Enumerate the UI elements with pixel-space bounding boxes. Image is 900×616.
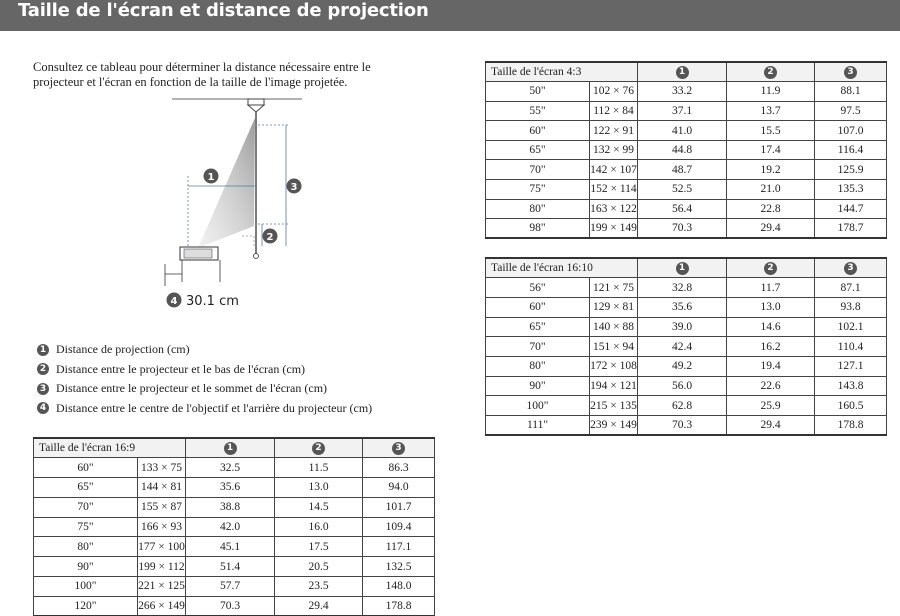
dimension-cell: 194 × 121: [590, 376, 638, 396]
projection-diagram: [160, 96, 350, 326]
column-header: [275, 438, 363, 458]
badge-4-icon: 4: [37, 402, 49, 414]
diagonal-cell: 55": [486, 101, 590, 121]
badge-1: [204, 169, 219, 184]
diagonal-cell: 90": [486, 376, 590, 396]
distance-cell: 13.0: [727, 297, 815, 317]
dimension-cell: 239 × 149: [590, 416, 638, 436]
distance-cell: 117.1: [363, 537, 435, 557]
diagonal-cell: 80": [486, 356, 590, 376]
table-row: [486, 160, 887, 180]
distance-cell: 14.6: [727, 317, 815, 337]
diagonal-cell: 60": [486, 121, 590, 141]
distance-cell: 70.3: [638, 219, 727, 239]
distance-cell: 35.6: [186, 478, 275, 498]
dimension-cell: 215 × 135: [590, 396, 638, 416]
table-row: [34, 458, 435, 478]
distance-cell: 16.2: [727, 337, 815, 357]
distance-cell: 132.5: [363, 557, 435, 577]
dimension-cell: 199 × 112: [138, 557, 186, 577]
svg-text:4: 4: [170, 296, 178, 307]
distance-cell: 87.1: [815, 278, 887, 298]
badge-1-icon: 1: [676, 262, 689, 275]
distance-cell: 20.5: [275, 557, 363, 577]
table-row: [34, 497, 435, 517]
table-row: [34, 517, 435, 537]
dimension-cell: 122 × 91: [590, 121, 638, 141]
distance-cell: 23.5: [275, 577, 363, 597]
distance-cell: 39.0: [638, 317, 727, 337]
badge-3-icon: 3: [844, 66, 857, 79]
table-row: [34, 478, 435, 498]
diagonal-cell: 80": [34, 537, 138, 557]
distance-cell: 35.6: [638, 297, 727, 317]
diagonal-cell: 70": [486, 337, 590, 357]
diagonal-cell: 111": [486, 416, 590, 436]
diagonal-cell: 100": [34, 577, 138, 597]
distance-cell: 38.8: [186, 497, 275, 517]
distance-cell: 94.0: [363, 478, 435, 498]
badge-3-icon: 3: [392, 442, 405, 455]
diagonal-cell: 100": [486, 396, 590, 416]
distance-cell: 17.5: [275, 537, 363, 557]
badge-3-icon: 3: [37, 383, 49, 395]
dimension-cell: 112 × 84: [590, 101, 638, 121]
dimension-cell: 155 × 87: [138, 497, 186, 517]
legend-item: [37, 360, 372, 380]
distance-cell: 178.8: [363, 596, 435, 616]
distance-cell: 70.3: [186, 596, 275, 616]
table-row: [34, 557, 435, 577]
distance-cell: 135.3: [815, 180, 887, 200]
distance-cell: 44.8: [638, 140, 727, 160]
diagonal-cell: 56": [486, 278, 590, 298]
diagonal-cell: 75": [34, 517, 138, 537]
distance-cell: 13.7: [727, 101, 815, 121]
diagonal-cell: 75": [486, 180, 590, 200]
distance-cell: 109.4: [363, 517, 435, 537]
svg-text:2: 2: [266, 232, 274, 243]
distance-cell: 52.5: [638, 180, 727, 200]
dimension-cell: 152 × 114: [590, 180, 638, 200]
diagonal-cell: 50": [486, 82, 590, 102]
column-header: [815, 258, 887, 278]
distance-cell: 57.7: [186, 577, 275, 597]
title-bar: [0, 0, 900, 31]
badge-2-icon: 2: [312, 442, 325, 455]
distance-cell: 127.1: [815, 356, 887, 376]
legend-text: Distance de projection (cm): [56, 342, 190, 357]
distance-cell: 51.4: [186, 557, 275, 577]
diagonal-cell: 60": [34, 458, 138, 478]
distance-cell: 88.1: [815, 82, 887, 102]
light-beam: [198, 118, 255, 248]
distance-cell: 56.4: [638, 199, 727, 219]
column-header: [638, 258, 727, 278]
legend-item: [37, 340, 372, 360]
table-row: [486, 416, 887, 436]
distance-cell: 49.2: [638, 356, 727, 376]
table-row: [486, 219, 887, 239]
table-row: [486, 297, 887, 317]
distance-cell: 33.2: [638, 82, 727, 102]
badge-3: [287, 179, 302, 194]
distance-cell: 62.8: [638, 396, 727, 416]
dimension-cell: 132 × 99: [590, 140, 638, 160]
distance-cell: 21.0: [727, 180, 815, 200]
badge-3-icon: 3: [844, 262, 857, 275]
legend-item: [37, 399, 372, 419]
column-header: [727, 62, 815, 82]
dimension-cell: 166 × 93: [138, 517, 186, 537]
distance-cell: 11.9: [727, 82, 815, 102]
distance-cell: 116.4: [815, 140, 887, 160]
badge-1-icon: 1: [676, 66, 689, 79]
diagonal-cell: 70": [34, 497, 138, 517]
legend-text: Distance entre le projecteur et le sommet de l'écran (cm): [56, 381, 328, 396]
distance-cell: 42.0: [186, 517, 275, 537]
distance-cell: 32.5: [186, 458, 275, 478]
table-row: [486, 356, 887, 376]
distance-cell: 160.5: [815, 396, 887, 416]
distance-cell: 29.4: [727, 416, 815, 436]
distance-cell: 93.8: [815, 297, 887, 317]
table-row: [486, 121, 887, 141]
distance-cell: 19.2: [727, 160, 815, 180]
distance-cell: 97.5: [815, 101, 887, 121]
dimension-cell: 144 × 81: [138, 478, 186, 498]
table-header-row: [486, 62, 887, 82]
column-header: [186, 438, 275, 458]
dimension-cell: 133 × 75: [138, 458, 186, 478]
dimension-cell: 102 × 76: [590, 82, 638, 102]
table-row: [486, 199, 887, 219]
distance-cell: 110.4: [815, 337, 887, 357]
diagonal-cell: 98": [486, 219, 590, 239]
distance-cell: 15.5: [727, 121, 815, 141]
table-row: [486, 101, 887, 121]
distance-cell: 178.8: [815, 416, 887, 436]
table-row: [486, 396, 887, 416]
intro-text: Consultez ce tableau pour déterminer la distance nécessaire entre le projecteur et l'écran en fonction de la taille de l'image projetée.: [33, 60, 371, 89]
svg-text:3: 3: [290, 182, 298, 193]
diagonal-cell: 70": [486, 160, 590, 180]
table-header: Taille de l'écran 4:3: [486, 62, 638, 82]
distance-cell: 29.4: [275, 596, 363, 616]
svg-text:1: 1: [207, 172, 215, 183]
distance-cell: 148.0: [363, 577, 435, 597]
distance-cell: 143.8: [815, 376, 887, 396]
table-row: [34, 577, 435, 597]
table-header-row: [34, 438, 435, 458]
distance-cell: 29.4: [727, 219, 815, 239]
distance-cell: 14.5: [275, 497, 363, 517]
page-title: Taille de l'écran et distance de projection: [18, 0, 429, 21]
badge-2: [263, 229, 278, 244]
distance-cell: 70.3: [638, 416, 727, 436]
distance-cell: 86.3: [363, 458, 435, 478]
dimension-cell: 177 × 100: [138, 537, 186, 557]
distance-cell: 42.4: [638, 337, 727, 357]
ceiling-mount: [248, 99, 264, 105]
table-row: [486, 337, 887, 357]
distance-cell: 144.7: [815, 199, 887, 219]
table-row: [486, 82, 887, 102]
column-header: [727, 258, 815, 278]
legend-text: Distance entre le projecteur et le bas de l'écran (cm): [56, 361, 306, 376]
badge-1-icon: 1: [224, 442, 237, 455]
distance-cell: 13.0: [275, 478, 363, 498]
dimension-cell: 129 × 81: [590, 297, 638, 317]
distance-cell: 22.8: [727, 199, 815, 219]
distance-cell: 32.8: [638, 278, 727, 298]
distance-cell: 45.1: [186, 537, 275, 557]
distance-cell: 16.0: [275, 517, 363, 537]
distance-cell: 37.1: [638, 101, 727, 121]
dimension-cell: 142 × 107: [590, 160, 638, 180]
dimension-cell: 163 × 122: [590, 199, 638, 219]
table-header-row: [486, 258, 887, 278]
dimension-cell: 199 × 149: [590, 219, 638, 239]
legend-item: [37, 379, 372, 399]
distance-cell: 125.9: [815, 160, 887, 180]
table-header: Taille de l'écran 16:9: [34, 438, 186, 458]
measurement-label: 30.1 cm: [186, 294, 239, 309]
table-4-3: [485, 61, 887, 239]
badge-2-icon: 2: [37, 363, 49, 375]
table-16-10: [485, 257, 887, 436]
dimension-cell: 140 × 88: [590, 317, 638, 337]
distance-cell: 22.6: [727, 376, 815, 396]
diagonal-cell: 120": [34, 596, 138, 616]
table-row: [34, 537, 435, 557]
column-header: [363, 438, 435, 458]
dimension-cell: 151 × 94: [590, 337, 638, 357]
table-header: Taille de l'écran 16:10: [486, 258, 638, 278]
diagonal-cell: 65": [34, 478, 138, 498]
distance-cell: 178.7: [815, 219, 887, 239]
distance-cell: 11.5: [275, 458, 363, 478]
diagonal-cell: 80": [486, 199, 590, 219]
distance-cell: 107.0: [815, 121, 887, 141]
diagonal-cell: 60": [486, 297, 590, 317]
diagonal-cell: 65": [486, 140, 590, 160]
distance-cell: 48.7: [638, 160, 727, 180]
distance-cell: 102.1: [815, 317, 887, 337]
distance-cell: 25.9: [727, 396, 815, 416]
distance-cell: 11.7: [727, 278, 815, 298]
table-row: [486, 317, 887, 337]
legend: [37, 340, 372, 418]
table-row: [486, 140, 887, 160]
table-16-9: [33, 437, 435, 616]
badge-1-icon: 1: [37, 344, 49, 356]
column-header: [815, 62, 887, 82]
badge-2-icon: 2: [764, 66, 777, 79]
distance-cell: 17.4: [727, 140, 815, 160]
distance-cell: 56.0: [638, 376, 727, 396]
column-header: [638, 62, 727, 82]
table-row: [486, 376, 887, 396]
table-row: [486, 180, 887, 200]
distance-cell: 19.4: [727, 356, 815, 376]
legend-text: Distance entre le centre de l'objectif et l'arrière du projecteur (cm): [56, 400, 373, 415]
table-row: [34, 596, 435, 616]
dimension-cell: 121 × 75: [590, 278, 638, 298]
badge-2-icon: 2: [764, 262, 777, 275]
dimension-cell: 221 × 125: [138, 577, 186, 597]
diagonal-cell: 65": [486, 317, 590, 337]
distance-cell: 41.0: [638, 121, 727, 141]
distance-cell: 101.7: [363, 497, 435, 517]
dimension-cell: 266 × 149: [138, 596, 186, 616]
dimension-cell: 172 × 108: [590, 356, 638, 376]
diagonal-cell: 90": [34, 557, 138, 577]
table-row: [486, 278, 887, 298]
badge-4: [167, 293, 182, 308]
